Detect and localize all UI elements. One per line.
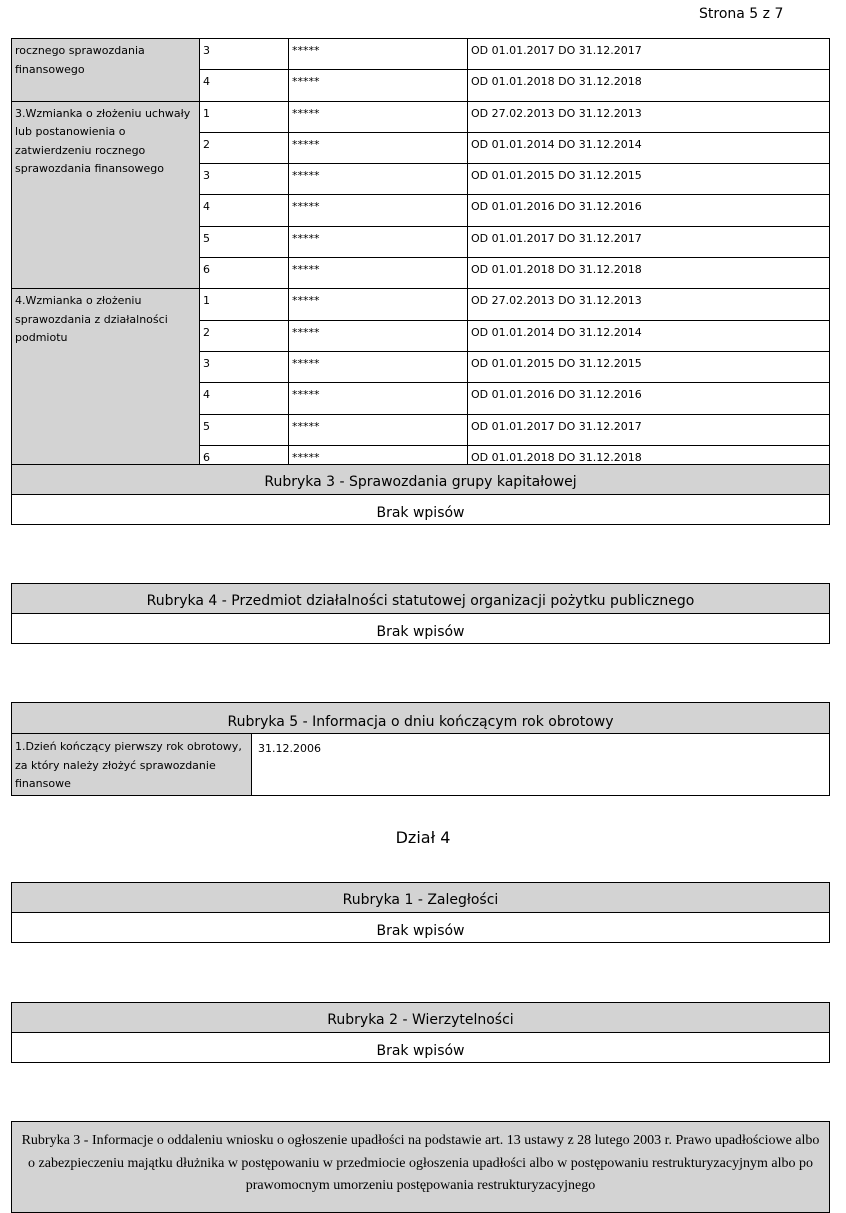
row-number: 1 (200, 101, 289, 132)
row-number: 4 (200, 383, 289, 414)
section-title: Rubryka 4 - Przedmiot działalności statutowej organizacji pożytku publicznego (12, 584, 829, 614)
table-row (12, 289, 830, 320)
reports-table (11, 38, 830, 477)
row-number: 4 (200, 195, 289, 226)
page-number: Strona 5 z 7 (699, 6, 784, 22)
row-number: 3 (200, 351, 289, 382)
empty-entry-text: Brak wpisów (376, 624, 465, 640)
section-title: Rubryka 3 - Informacje o oddaleniu wniosku o ogłoszenie upadłości na podstawie art. 13 ustawy z 28 lutego 2003 r. Prawo upadłościowe albo o zabezpieczeniu majątku dłużnika w postępowaniu w przedmiocie ogłoszenia upadłości albo w postępowaniu restrukturyzacyjnym albo po prawomocnym umorzeniu postępowania restrukturyzacyjnego (12, 1122, 829, 1202)
rubryka-4-section (11, 583, 830, 644)
section-heading: Dział 4 (395, 828, 451, 847)
row-value: ***** (289, 195, 468, 226)
section-title: Rubryka 1 - Zaległości (12, 883, 829, 913)
row-value: ***** (289, 414, 468, 445)
row-period: OD 01.01.2018 DO 31.12.2018 (468, 70, 830, 101)
row-value: ***** (289, 132, 468, 163)
row-number: 6 (200, 258, 289, 289)
row-period: OD 01.01.2017 DO 31.12.2017 (468, 39, 830, 70)
section-title: Rubryka 2 - Wierzytelności (12, 1003, 829, 1033)
row-number: 3 (200, 164, 289, 195)
rubryka-3-section (11, 464, 830, 525)
row-period: OD 01.01.2016 DO 31.12.2016 (468, 383, 830, 414)
row-number: 2 (200, 320, 289, 351)
row-period: OD 01.01.2017 DO 31.12.2017 (468, 414, 830, 445)
row-number: 5 (200, 226, 289, 257)
row-number: 6 (200, 445, 289, 476)
row-period: OD 01.01.2016 DO 31.12.2016 (468, 195, 830, 226)
row-period: OD 01.01.2017 DO 31.12.2017 (468, 226, 830, 257)
row-period: OD 27.02.2013 DO 31.12.2013 (468, 289, 830, 320)
row-value: ***** (289, 289, 468, 320)
table-row (12, 101, 830, 132)
rubryka-5-section (11, 702, 830, 796)
d4-rubryka-1-section (11, 882, 830, 943)
row-number: 5 (200, 414, 289, 445)
row-value: ***** (289, 258, 468, 289)
row-number: 1 (200, 289, 289, 320)
section-title: Rubryka 3 - Sprawozdania grupy kapitałowej (12, 465, 829, 495)
row-period: OD 01.01.2015 DO 31.12.2015 (468, 164, 830, 195)
empty-entry-text: Brak wpisów (376, 923, 465, 939)
row-value: ***** (289, 226, 468, 257)
row-number: 2 (200, 132, 289, 163)
d4-rubryka-3-section (11, 1121, 830, 1213)
row-period: OD 01.01.2018 DO 31.12.2018 (468, 445, 830, 476)
row-group-label: 4.Wzmianka o złożeniu sprawozdania z działalności podmiotu (12, 289, 200, 477)
row-number: 3 (200, 39, 289, 70)
row-period: OD 01.01.2015 DO 31.12.2015 (468, 351, 830, 382)
row-value: ***** (289, 320, 468, 351)
row-period: OD 01.01.2014 DO 31.12.2014 (468, 320, 830, 351)
d4-rubryka-2-section (11, 1002, 830, 1063)
row-group-label: 3.Wzmianka o złożeniu uchwały lub postanowienia o zatwierdzeniu rocznego sprawozdania finansowego (12, 101, 200, 289)
fiscal-year-row (12, 734, 829, 795)
row-value: ***** (289, 101, 468, 132)
row-value: ***** (289, 39, 468, 70)
row-value: ***** (289, 164, 468, 195)
empty-entry-text: Brak wpisów (376, 505, 465, 521)
row-value: ***** (289, 445, 468, 476)
empty-entry-text: Brak wpisów (376, 1043, 465, 1059)
row-period: OD 01.01.2014 DO 31.12.2014 (468, 132, 830, 163)
row-period: OD 27.02.2013 DO 31.12.2013 (468, 101, 830, 132)
field-label: 1.Dzień kończący pierwszy rok obrotowy, za który należy złożyć sprawozdanie finansowe (12, 734, 252, 795)
row-value: ***** (289, 383, 468, 414)
section-title: Rubryka 5 - Informacja o dniu kończącym rok obrotowy (12, 703, 829, 734)
field-value: 31.12.2006 (258, 742, 321, 755)
table-row (12, 39, 830, 70)
row-period: OD 01.01.2018 DO 31.12.2018 (468, 258, 830, 289)
row-value: ***** (289, 70, 468, 101)
row-group-label: rocznego sprawozdania finansowego (12, 39, 200, 102)
row-value: ***** (289, 351, 468, 382)
row-number: 4 (200, 70, 289, 101)
